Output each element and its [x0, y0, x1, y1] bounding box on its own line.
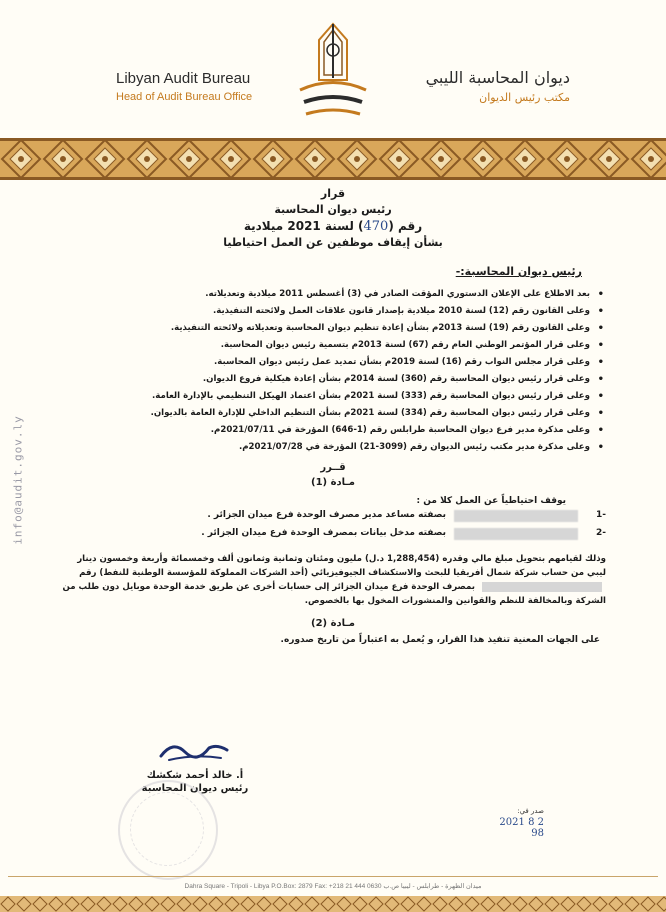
org-name-en — [116, 70, 252, 103]
decorative-border-top — [0, 138, 666, 180]
handwritten-number: 470 — [363, 219, 389, 234]
recital-item: • وعلى مذكرة مدير فرع ديوان المحاسبة طرابلس رقم (1-646) المؤرخة في 2021/07/11م. — [60, 422, 606, 439]
employee-index: -1 — [595, 510, 606, 520]
employee-description: بصفته مساعد مدير مصرف الوحدة فرع ميدان الجزائر . — [207, 510, 446, 520]
office-title-en: Head of Audit Bureau Office — [116, 91, 253, 103]
recital-item: • وعلى قرار رئيس ديوان المحاسبة رقم (334) لسنة 2021م بشأن التنظيم الداخلي للإدارة العامة بالديوان. — [60, 405, 606, 422]
footer-address: Dahra Square - Tripoli - Libya P.O.Box: 2879 Fax: +218 21 444 0630 ميدان الظهرة - طرابلس - ليبيا ص.ب — [184, 883, 482, 890]
audit-bureau-emblem — [292, 20, 374, 120]
recital-item: • وعلى القانون رقم (19) لسنة 2013م بشأن إعادة تنظيم ديوان المحاسبة وتعديلاته ولائحته التنفيذية. — [60, 320, 606, 337]
decision-title — [60, 186, 606, 251]
signatory-role: رئيس ديوان المحاسبة — [141, 783, 249, 794]
title-line-subject: بشأن إيقاف موظفين عن العمل احتياطيا — [223, 236, 443, 249]
issue-label: صدر في: — [517, 807, 544, 815]
decided-heading: قــرر — [320, 462, 346, 473]
employee-description: بصفته مدخل بيانات بمصرف الوحدة فرع ميدان الجزائر . — [201, 528, 446, 538]
title-decision-number — [60, 218, 606, 235]
reason-part-1: وذلك لقيامهم بتحويل مبلغ مالي وقدره (1,288,454 د.ل) مليون ومئتان وثمانية وثمانون ألف وخمسمائة وأربعة وخمسون دينار ليبي من حساب شركة شمال أفريقيا للبحث والاستكشاف الجيوفيزيائي (أحد الشركات المملوكة للمؤسسة الوطنية للنفط) رقم — [77, 554, 606, 578]
recital-item: • وعلى قرار رئيس ديوان المحاسبة رقم (333) لسنة 2021م بشأن اعتماد الهيكل التنظيمي بالإدارة العامة. — [60, 388, 606, 405]
employee-index: -2 — [595, 528, 606, 538]
recital-item: • وعلى قرار مجلس النواب رقم (16) لسنة 2019م بشأن تمديد عمل رئيس ديوان المحاسبة. — [60, 354, 606, 371]
recital-item: • وعلى قرار المؤتمر الوطني العام رقم (67) لسنة 2013م بتسمية رئيس ديوان المحاسبة. — [60, 337, 606, 354]
org-name-ar — [426, 68, 570, 104]
employee-row — [60, 524, 606, 542]
title-line-decision: قرار — [320, 187, 346, 200]
side-email — [8, 380, 28, 580]
handwritten-mark: 98 — [531, 828, 544, 839]
side-email-text: info@audit.gov.ly — [11, 415, 25, 545]
redacted-name — [454, 528, 578, 540]
office-title-ar: مكتب رئيس الديوان — [479, 91, 570, 104]
reason-paragraph — [60, 552, 606, 608]
issue-reference — [474, 806, 544, 839]
recital-item: • وعلى مذكرة مدير مكتب رئيس الديوان رقم (3099-21) المؤرخة في 2021/07/28م. — [60, 439, 606, 456]
handwritten-date: 2 8 2021 — [499, 817, 544, 828]
recital-item: • وعلى قرار رئيس ديوان المحاسبة رقم (360) لسنة 2014م بشأن إعادة هيكلية فروع الديوان. — [60, 371, 606, 388]
lead-heading: رئيس ديوان المحاسبة:- — [455, 265, 582, 278]
article-1-heading: مـادة (1) — [311, 477, 355, 488]
article-2-heading: مـادة (2) — [311, 618, 355, 629]
employee-row — [60, 506, 606, 524]
decision-body — [60, 180, 606, 645]
signatory-name: أ. خالد أحمد شكشك — [146, 770, 244, 781]
faded-official-stamp — [118, 780, 218, 880]
suspend-intro: يوقف احتياطياً عن العمل كلا من : — [416, 496, 566, 506]
redacted-account-number — [482, 582, 602, 592]
letterhead — [0, 0, 666, 140]
recital-item: • بعد الاطلاع على الإعلان الدستوري المؤقت الصادر في (3) أغسطس 2011 ميلادية وتعديلاته. — [60, 286, 606, 303]
title-line-issuer: رئيس ديوان المحاسبة — [274, 203, 392, 216]
recital-item: • وعلى القانون رقم (12) لسنة 2010 ميلادية بإصدار قانون علاقات العمل ولائحته التنفيذية. — [60, 303, 606, 320]
handwritten-signature — [155, 738, 235, 764]
org-title-ar: ديوان المحاسبة الليبي — [425, 68, 570, 87]
redacted-name — [454, 510, 578, 522]
footer-divider — [8, 876, 658, 877]
reason-part-2: بمصرف الوحدة فرع ميدان الجزائر إلى حسابات أخرى عن طريق خدمة الوحدة موبايل دون طلب من الشركة وبالمخالفة للنظم والقوانين والمنشورات المخول بها بالخصوص. — [62, 582, 606, 606]
recitals-list — [60, 286, 606, 456]
closing-clause: على الجهات المعنية تنفيذ هذا القرار، و يُعمل به اعتباراً من تاريخ صدوره. — [280, 635, 600, 645]
number-prefix: رقم ( — [388, 219, 423, 233]
number-suffix: ) لسنة 2021 ميلادية — [243, 219, 364, 233]
org-title-en: Libyan Audit Bureau — [116, 70, 251, 87]
decorative-border-bottom — [0, 896, 666, 912]
